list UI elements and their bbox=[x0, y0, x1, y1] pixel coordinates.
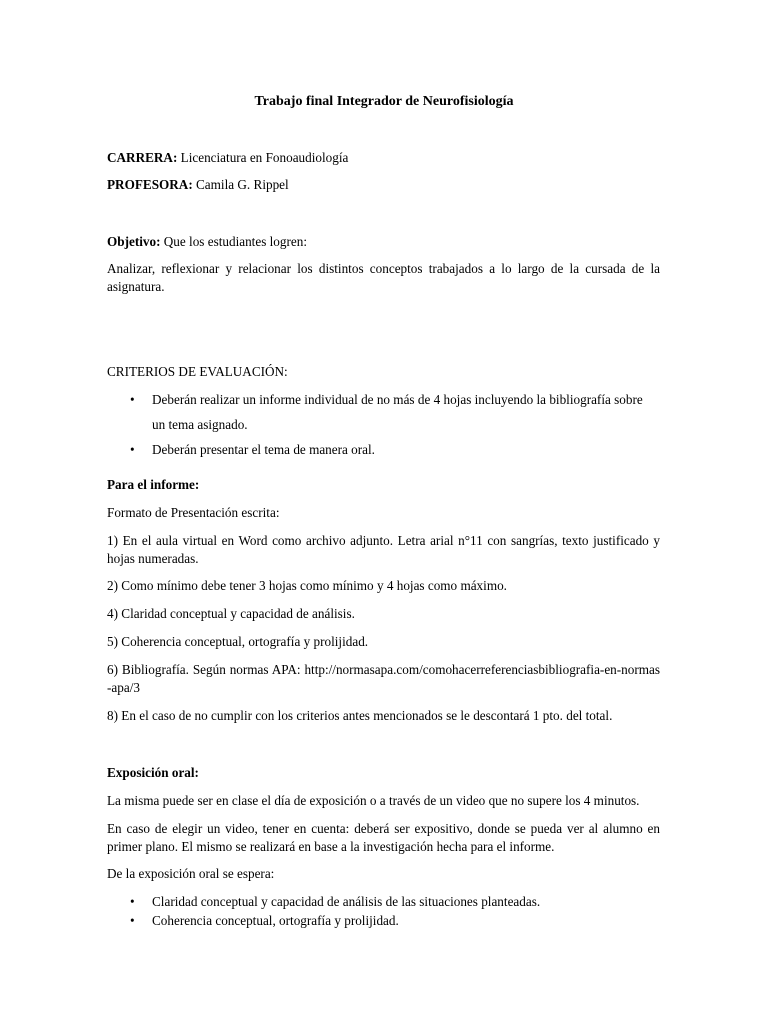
criterios-heading: CRITERIOS DE EVALUACIÓN: bbox=[107, 364, 288, 379]
informe-item-4: 4) Claridad conceptual y capacidad de análisis. bbox=[107, 606, 355, 621]
exposicion-bullet-1: Claridad conceptual y capacidad de análisis de las situaciones planteadas. bbox=[152, 894, 541, 909]
profesora-value: Camila G. Rippel bbox=[192, 177, 289, 192]
informe-item-8: 8) En el caso de no cumplir con los criterios antes mencionados se le descontará 1 pto. del total. bbox=[107, 708, 613, 723]
criterio-item-2: Deberán presentar el tema de manera oral. bbox=[152, 442, 375, 457]
bullet-icon: • bbox=[130, 392, 135, 407]
criterio-item-1-line2: un tema asignado. bbox=[152, 417, 248, 432]
carrera-line bbox=[107, 149, 348, 166]
carrera-label: CARRERA: bbox=[107, 150, 178, 165]
informe-subheading: Formato de Presentación escrita: bbox=[107, 505, 280, 520]
exposicion-paragraph-2: En caso de elegir un video, tener en cuenta: deberá ser expositivo, donde se pueda ver al alumno en primer plano. El mismo se realizará en base a la investigación hecha para el informe. bbox=[107, 821, 660, 854]
exposicion-paragraph-3: De la exposición oral se espera: bbox=[107, 866, 275, 881]
objetivo-label: Objetivo: bbox=[107, 234, 161, 249]
informe-heading: Para el informe: bbox=[107, 477, 200, 492]
objetivo-text: Analizar, reflexionar y relacionar los distintos conceptos trabajados a lo largo de la cursada de la asignatura. bbox=[107, 261, 660, 294]
exposicion-paragraph-1: La misma puede ser en clase el día de exposición o a través de un video que no supere los 4 minutos. bbox=[107, 793, 640, 808]
informe-item-5: 5) Coherencia conceptual, ortografía y prolijidad. bbox=[107, 634, 369, 649]
informe-item-1: 1) En el aula virtual en Word como archivo adjunto. Letra arial n°11 con sangrías, texto justificado y hojas numeradas. bbox=[107, 533, 660, 566]
bullet-icon: • bbox=[130, 442, 135, 457]
profesora-label: PROFESORA: bbox=[107, 177, 193, 192]
informe-item-6: 6) Bibliografía. Según normas APA: http://normasapa.com/comohacerreferenciasbibliografia-en-normas-apa/3 bbox=[107, 662, 660, 695]
exposicion-bullet-2: Coherencia conceptual, ortografía y prolijidad. bbox=[152, 913, 399, 928]
bullet-icon: • bbox=[130, 913, 135, 928]
objetivo-line bbox=[107, 233, 307, 250]
carrera-value: Licenciatura en Fonoaudiología bbox=[177, 150, 349, 165]
profesora-line bbox=[107, 176, 289, 193]
objetivo-value: Que los estudiantes logren: bbox=[160, 234, 307, 249]
bullet-icon: • bbox=[130, 894, 135, 909]
document-title: Trabajo final Integrador de Neurofisiología bbox=[254, 94, 514, 109]
informe-item-2: 2) Como mínimo debe tener 3 hojas como mínimo y 4 hojas como máximo. bbox=[107, 578, 507, 593]
exposicion-heading: Exposición oral: bbox=[107, 765, 199, 780]
criterio-item-1-line1: Deberán realizar un informe individual de no más de 4 hojas incluyendo la bibliografía sobre bbox=[152, 392, 643, 407]
